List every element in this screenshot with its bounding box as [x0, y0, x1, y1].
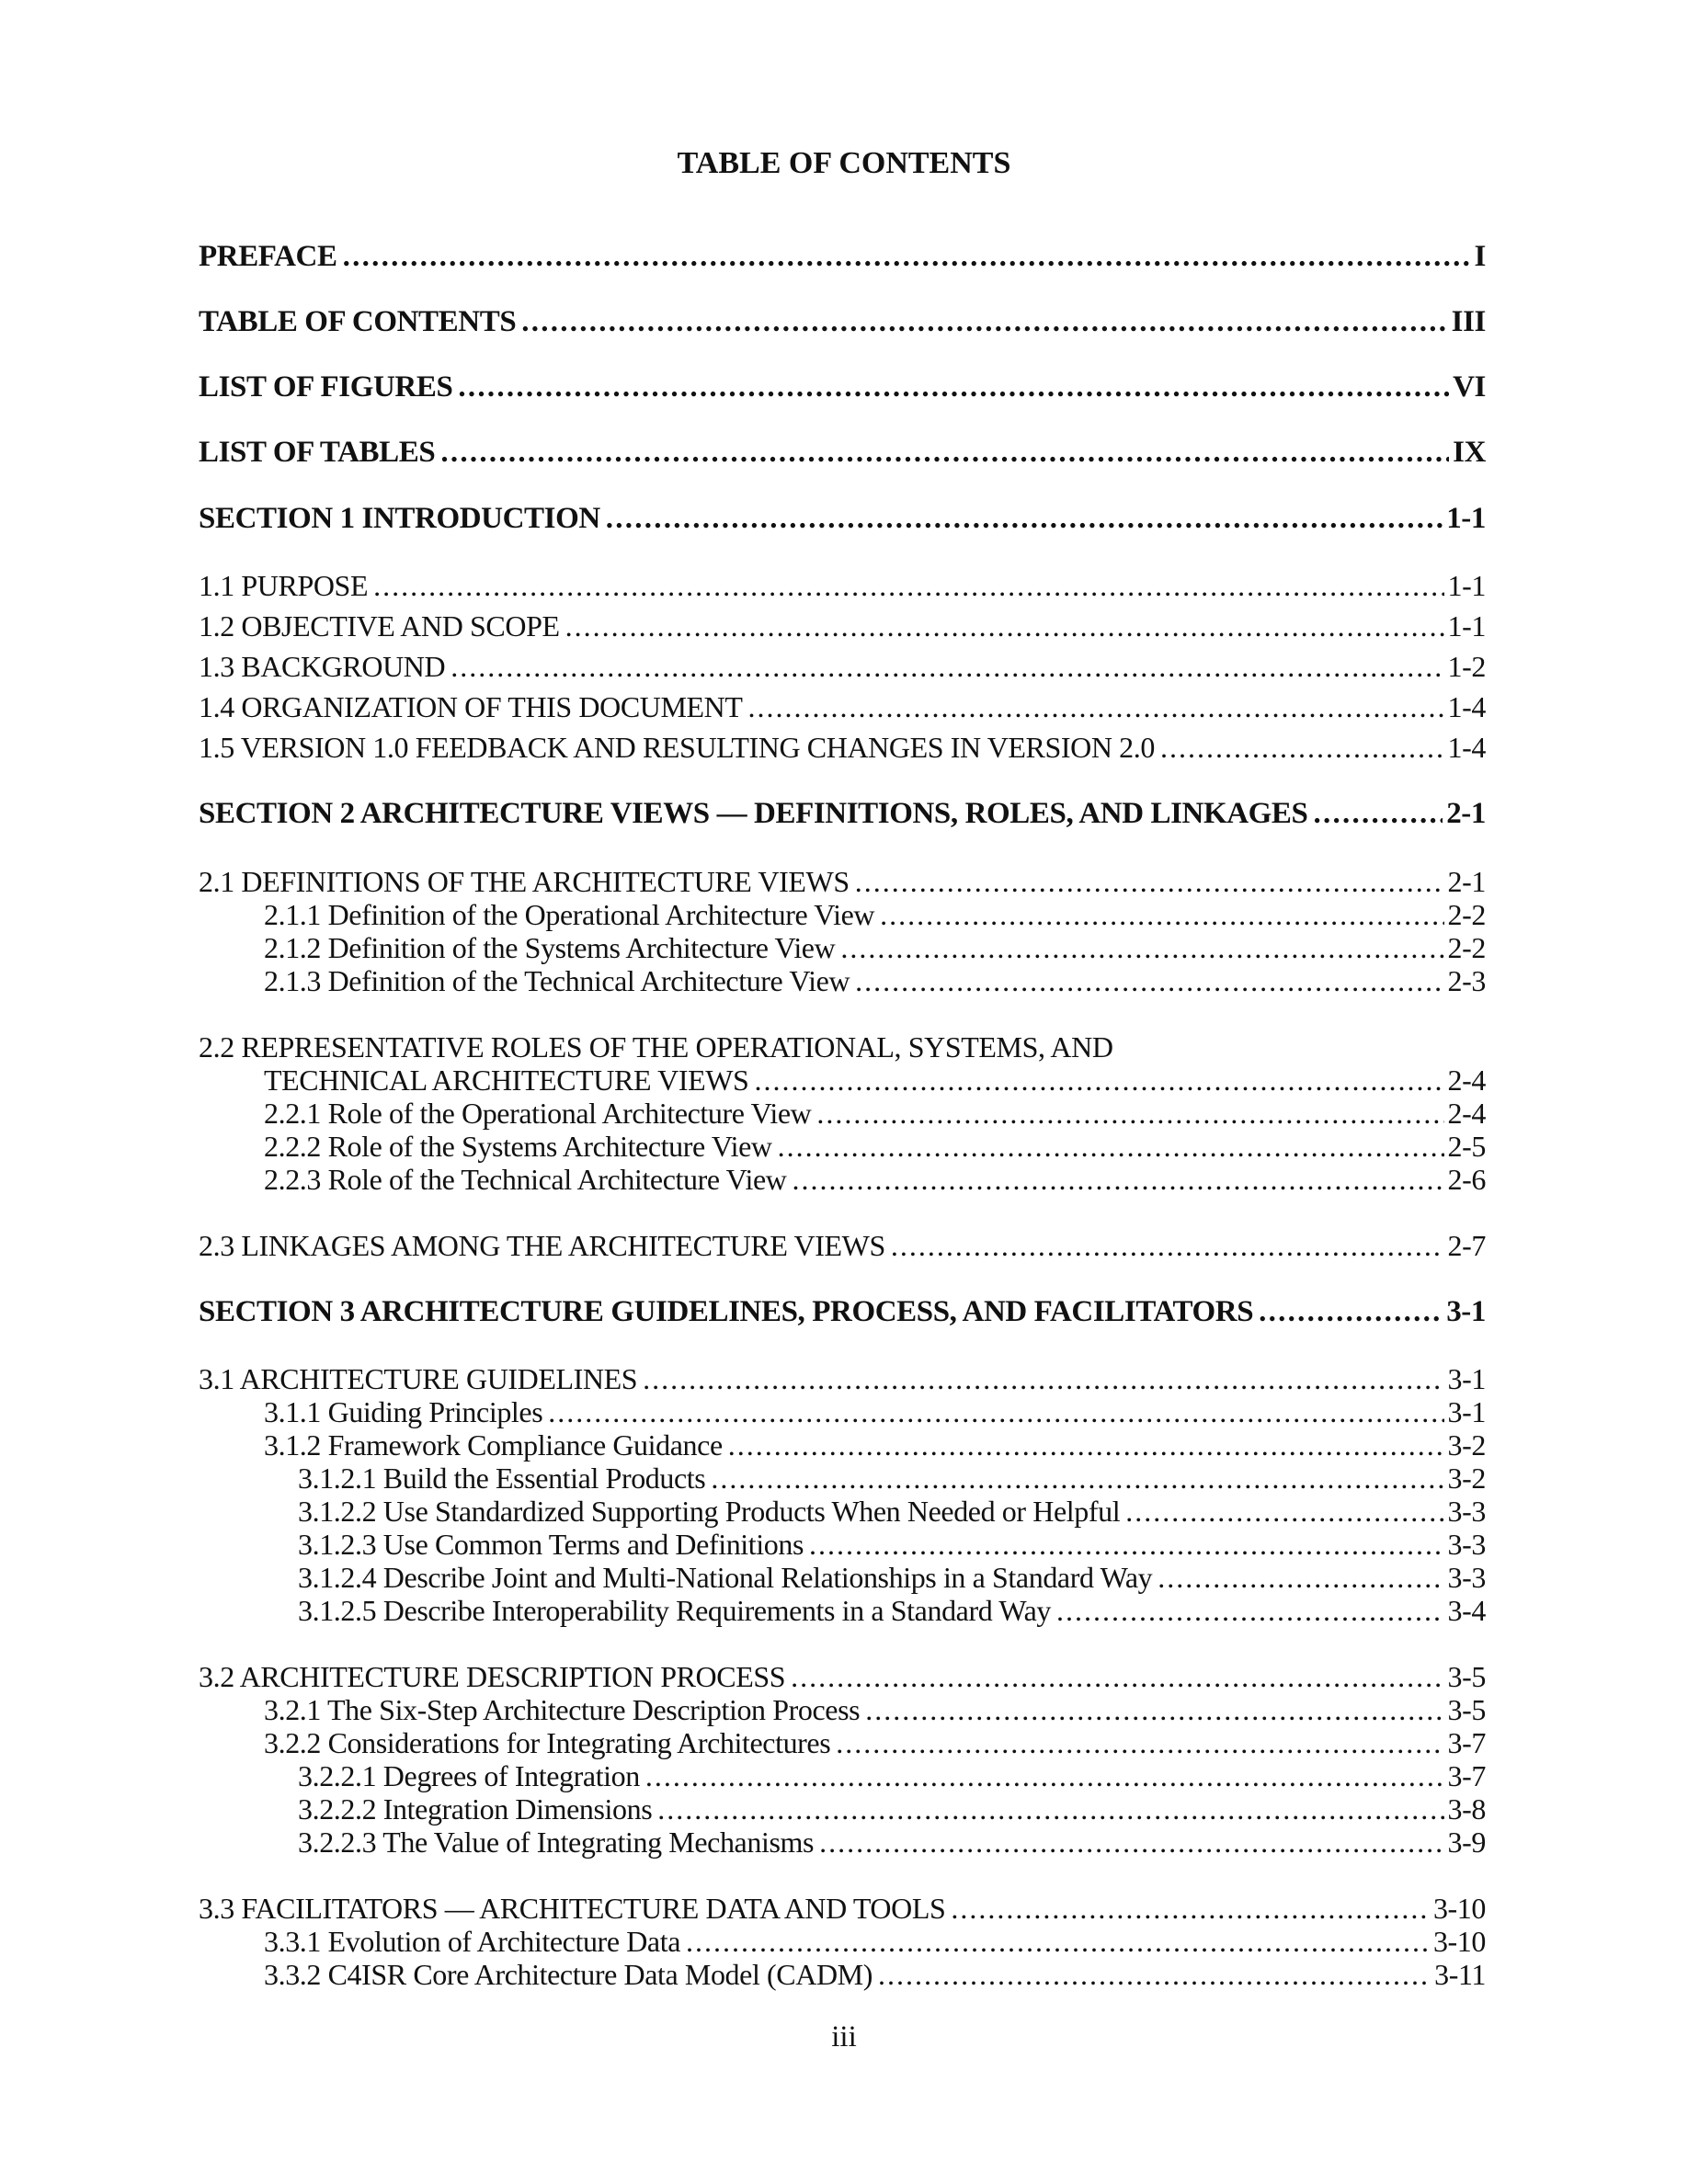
- toc-entry-label: 3.2.2.1 Degrees of Integration: [298, 1759, 640, 1792]
- toc-leader-dots: [548, 1394, 1443, 1429]
- toc-entry-page: 3-10: [1432, 1892, 1486, 1925]
- toc-entry-label: 3.1 ARCHITECTURE GUIDELINES: [199, 1362, 638, 1395]
- toc-leader-dots: [657, 1792, 1443, 1826]
- toc-entry-3-1-2-4[interactable]: [298, 1560, 1486, 1595]
- toc-entry-page: 3-3: [1447, 1495, 1486, 1528]
- toc-entry-3-2-2-1[interactable]: [298, 1758, 1486, 1793]
- toc-entry-1-4[interactable]: [199, 689, 1486, 724]
- toc-entry-3-2[interactable]: [199, 1659, 1486, 1694]
- toc-entry-page: 2-6: [1447, 1163, 1486, 1196]
- toc-entry-label: 2.2.1 Role of the Operational Architecture View: [264, 1097, 812, 1130]
- toc-entry-label: 1.2 OBJECTIVE AND SCOPE: [199, 609, 560, 643]
- toc-leader-dots: [809, 1527, 1444, 1562]
- toc-leader-dots: [816, 1096, 1443, 1131]
- toc-entry-label: 3.3.1 Evolution of Architecture Data: [264, 1925, 681, 1958]
- toc-leader-dots: [728, 1428, 1444, 1462]
- toc-leader-dots: [686, 1924, 1430, 1959]
- toc-entry-page: 3-3: [1447, 1561, 1486, 1594]
- toc-leader-dots: [458, 370, 1449, 404]
- toc-entry-page: 3-3: [1447, 1528, 1486, 1561]
- toc-entry-page: 2-4: [1447, 1064, 1486, 1097]
- toc-leader-dots: [1314, 796, 1443, 831]
- toc-entry-label: 2.1 DEFINITIONS OF THE ARCHITECTURE VIEWS: [199, 865, 850, 898]
- toc-leader-dots: [643, 1361, 1443, 1396]
- toc-entry-page: VI: [1453, 370, 1486, 404]
- toc-entry-page: 1-4: [1447, 731, 1486, 764]
- toc-entry-page: 2-2: [1447, 931, 1486, 964]
- toc-leader-dots: [1259, 1294, 1443, 1329]
- toc-entry-page: 3-5: [1447, 1660, 1486, 1693]
- toc-entry-page: 1-1: [1446, 502, 1486, 535]
- toc-entry-label: 3.2 ARCHITECTURE DESCRIPTION PROCESS: [199, 1660, 786, 1693]
- toc-leader-dots: [878, 1957, 1431, 1992]
- toc-entry-2-2-heading[interactable]: 2.2 REPRESENTATIVE ROLES OF THE OPERATIONAL, SYSTEMS, AND: [199, 1030, 1113, 1064]
- toc-entry-page: 2-3: [1447, 964, 1486, 997]
- toc-leader-dots: [521, 304, 1447, 339]
- toc-leader-dots: [778, 1129, 1444, 1164]
- toc-leader-dots: [711, 1461, 1443, 1496]
- toc-entry-list-of-figures[interactable]: [199, 370, 1486, 404]
- toc-entry-label: 3.1.1 Guiding Principles: [264, 1395, 543, 1428]
- toc-leader-dots: [440, 435, 1449, 470]
- toc-entry-label: TECHNICAL ARCHITECTURE VIEWS: [264, 1064, 749, 1097]
- toc-entry-page: 1-2: [1447, 650, 1486, 683]
- toc-entry-2-1[interactable]: [199, 864, 1486, 899]
- toc-entry-section-1[interactable]: [199, 501, 1486, 536]
- toc-entry-label: 3.2.1 The Six-Step Architecture Description Process: [264, 1693, 861, 1726]
- toc-entry-page: 3-7: [1447, 1759, 1486, 1792]
- toc-entry-page: 3-10: [1432, 1925, 1486, 1958]
- toc-entry-list-of-tables[interactable]: [199, 435, 1486, 470]
- toc-entry-section-3[interactable]: [199, 1294, 1486, 1329]
- toc-entry-page: 3-2: [1447, 1462, 1486, 1495]
- toc-entry-page: 2-2: [1447, 898, 1486, 931]
- toc-entry-label: SECTION 3 ARCHITECTURE GUIDELINES, PROCESS, AND FACILITATORS: [199, 1295, 1254, 1328]
- toc-leader-dots: [855, 864, 1444, 899]
- toc-entry-page: 2-4: [1447, 1097, 1486, 1130]
- toc-entry-page: 1-4: [1447, 690, 1486, 723]
- toc-entry-3-2-2[interactable]: [264, 1725, 1486, 1760]
- toc-entry-2-2[interactable]: [264, 1063, 1486, 1098]
- toc-entry-page: 3-5: [1447, 1693, 1486, 1726]
- toc-entry-page: 3-4: [1447, 1594, 1486, 1627]
- toc-leader-dots: [606, 501, 1443, 536]
- toc-entry-page: IX: [1453, 436, 1486, 469]
- toc-entry-label: 3.1.2.3 Use Common Terms and Definitions: [298, 1528, 804, 1561]
- toc-entry-2-3[interactable]: [199, 1228, 1486, 1263]
- toc-entry-3-1-2-5[interactable]: [298, 1593, 1486, 1628]
- toc-entry-page: 2-1: [1446, 797, 1486, 830]
- toc-entry-label: 1.3 BACKGROUND: [199, 650, 446, 683]
- toc-entry-page: 3-1: [1446, 1295, 1486, 1328]
- toc-entry-label: 2.1.3 Definition of the Technical Architecture View: [264, 964, 850, 997]
- toc-entry-3-2-2-2[interactable]: [298, 1792, 1486, 1826]
- toc-entry-2-2-2[interactable]: [264, 1129, 1486, 1164]
- toc-entry-2-1-3[interactable]: [264, 963, 1486, 998]
- toc-entry-3-2-1[interactable]: [264, 1692, 1486, 1727]
- toc-entry-3-1-2-3[interactable]: [298, 1527, 1486, 1562]
- toc-entry-2-2-1[interactable]: [264, 1096, 1486, 1131]
- toc-entry-page: 3-7: [1447, 1726, 1486, 1759]
- toc-entry-page: 3-1: [1447, 1395, 1486, 1428]
- toc-leader-dots: [1158, 1560, 1443, 1595]
- toc-entry-label: TABLE OF CONTENTS: [199, 305, 517, 338]
- toc-entry-label: 3.1.2.1 Build the Essential Products: [298, 1462, 706, 1495]
- toc-leader-dots: [855, 963, 1443, 998]
- toc-entry-1-1[interactable]: [199, 568, 1486, 603]
- toc-entry-3-1-2-1[interactable]: [298, 1461, 1486, 1496]
- toc-leader-dots: [754, 1063, 1443, 1098]
- toc-entry-label: 2.2.3 Role of the Technical Architecture View: [264, 1163, 787, 1196]
- page-number-footer: iii: [831, 2020, 857, 2053]
- toc-leader-dots: [865, 1692, 1443, 1727]
- toc-entry-label: 3.2.2.2 Integration Dimensions: [298, 1792, 653, 1826]
- page-title: TABLE OF CONTENTS: [677, 146, 1011, 180]
- toc-entry-page: 3-8: [1447, 1792, 1486, 1826]
- toc-entry-label: 1.5 VERSION 1.0 FEEDBACK AND RESULTING CHANGES IN VERSION 2.0: [199, 731, 1155, 764]
- toc-entry-label: 3.1.2 Framework Compliance Guidance: [264, 1428, 723, 1462]
- toc-entry-2-1-2[interactable]: [264, 930, 1486, 965]
- toc-entry-label: SECTION 2 ARCHITECTURE VIEWS — DEFINITIONS, ROLES, AND LINKAGES: [199, 797, 1308, 830]
- toc-leader-dots: [1056, 1593, 1444, 1628]
- toc-entry-label: PREFACE: [199, 240, 337, 273]
- toc-entry-label: LIST OF TABLES: [199, 436, 436, 469]
- toc-leader-dots: [791, 1659, 1443, 1694]
- toc-entry-1-3[interactable]: [199, 649, 1486, 684]
- toc-entry-table-of-contents[interactable]: [199, 304, 1486, 339]
- toc-entry-label: 2.3 LINKAGES AMONG THE ARCHITECTURE VIEWS: [199, 1229, 885, 1262]
- toc-entry-label: 2.1.1 Definition of the Operational Architecture View: [264, 898, 875, 931]
- toc-entry-2-1-1[interactable]: [264, 897, 1486, 932]
- toc-entry-label: 3.1.2.2 Use Standardized Supporting Products When Needed or Helpful: [298, 1495, 1121, 1528]
- toc-entry-3-1-2[interactable]: [264, 1428, 1486, 1462]
- toc-entry-label: 2.2.2 Role of the Systems Architecture View: [264, 1130, 772, 1163]
- toc-entry-label: 2.1.2 Definition of the Systems Architecture View: [264, 931, 836, 964]
- toc-leader-dots: [343, 239, 1471, 274]
- toc-entry-label: 3.2.2 Considerations for Integrating Architectures: [264, 1726, 831, 1759]
- toc-entry-1-2[interactable]: [199, 609, 1486, 643]
- toc-leader-dots: [951, 1891, 1430, 1926]
- toc-leader-dots: [451, 649, 1443, 684]
- toc-leader-dots: [565, 609, 1444, 643]
- toc-leader-dots: [645, 1758, 1444, 1793]
- toc-entry-3-3-1[interactable]: [264, 1924, 1486, 1959]
- toc-leader-dots: [840, 930, 1443, 965]
- toc-leader-dots: [1125, 1494, 1443, 1529]
- toc-entry-label: LIST OF FIGURES: [199, 370, 453, 404]
- toc-entry-page: 2-7: [1447, 1229, 1486, 1262]
- toc-entry-page: I: [1474, 240, 1486, 273]
- toc-leader-dots: [748, 689, 1444, 724]
- toc-entry-page: 3-11: [1434, 1958, 1486, 1991]
- toc-leader-dots: [1160, 730, 1444, 765]
- toc-leader-dots: [891, 1228, 1444, 1263]
- toc-entry-3-2-2-3[interactable]: [298, 1825, 1486, 1860]
- toc-entry-label: 3.3 FACILITATORS — ARCHITECTURE DATA AND TOOLS: [199, 1892, 946, 1925]
- toc-leader-dots: [836, 1725, 1443, 1760]
- toc-entry-page: 3-9: [1447, 1826, 1486, 1859]
- toc-entry-preface[interactable]: [199, 239, 1486, 274]
- toc-leader-dots: [819, 1825, 1443, 1860]
- toc-entry-page: 3-2: [1447, 1428, 1486, 1462]
- toc-leader-dots: [792, 1162, 1443, 1197]
- toc-entry-page: III: [1451, 305, 1486, 338]
- toc-entry-page: 1-1: [1447, 609, 1486, 643]
- toc-entry-2-2-3[interactable]: [264, 1162, 1486, 1197]
- toc-entry-label: 3.2.2.3 The Value of Integrating Mechanisms: [298, 1826, 815, 1859]
- toc-leader-dots: [880, 897, 1443, 932]
- toc-entry-3-1-2-2[interactable]: [298, 1494, 1486, 1529]
- toc-entry-3-1[interactable]: [199, 1361, 1486, 1396]
- toc-entry-label: 3.1.2.5 Describe Interoperability Requirements in a Standard Way: [298, 1594, 1051, 1627]
- toc-entry-page: 2-5: [1447, 1130, 1486, 1163]
- toc-entry-3-1-1[interactable]: [264, 1394, 1486, 1429]
- toc-entry-page: 2-1: [1447, 865, 1486, 898]
- toc-entry-1-5[interactable]: [199, 730, 1486, 765]
- toc-entry-label: 1.4 ORGANIZATION OF THIS DOCUMENT: [199, 690, 743, 723]
- toc-entry-label: 1.1 PURPOSE: [199, 569, 369, 602]
- toc-entry-page: 1-1: [1447, 569, 1486, 602]
- toc-entry-label: 3.1.2.4 Describe Joint and Multi-National Relationships in a Standard Way: [298, 1561, 1153, 1594]
- toc-entry-label: 3.3.2 C4ISR Core Architecture Data Model (CADM): [264, 1958, 873, 1991]
- toc-entry-3-3[interactable]: [199, 1891, 1486, 1926]
- toc-entry-page: 3-1: [1447, 1362, 1486, 1395]
- toc-entry-label: SECTION 1 INTRODUCTION: [199, 502, 600, 535]
- toc-leader-dots: [373, 568, 1443, 603]
- toc-entry-3-3-2[interactable]: [264, 1957, 1486, 1992]
- toc-entry-section-2[interactable]: [199, 796, 1486, 831]
